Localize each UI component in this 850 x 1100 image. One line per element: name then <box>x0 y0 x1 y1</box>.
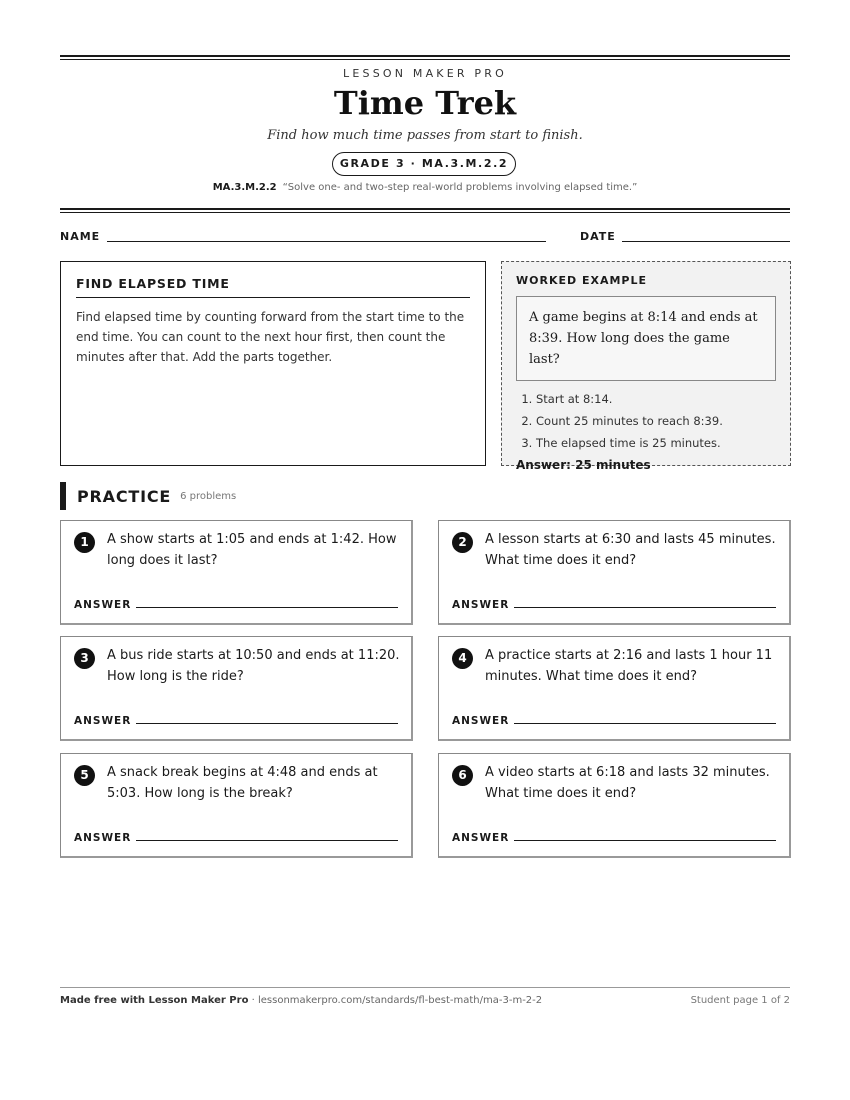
grade-badge: GRADE 3 · MA.3.M.2.2 <box>332 152 516 176</box>
header-rule <box>60 208 790 213</box>
practice-count: 6 problems <box>180 490 237 502</box>
standard-text: “Solve one- and two-step real-world problems involving elapsed time.” <box>282 182 638 193</box>
problem-text: A bus ride starts at 10:50 and ends at 11:20. How long is the ride? <box>107 648 400 684</box>
problem-number: 2 <box>452 532 473 553</box>
answer-line[interactable] <box>514 723 776 724</box>
footer-credit <box>60 995 542 1006</box>
worked-example-step: 1. Start at 8:14. <box>536 388 776 410</box>
top-rule <box>60 55 790 60</box>
answer-line[interactable] <box>136 840 398 841</box>
standard-line <box>0 182 850 193</box>
practice-heading <box>60 482 236 510</box>
page-title: Time Trek <box>333 84 517 122</box>
practice-accent-bar <box>60 482 66 510</box>
problem-text: A practice starts at 2:16 and lasts 1 hour 11 minutes. What time does it end? <box>485 648 773 684</box>
worked-example-title: WORKED EXAMPLE <box>516 274 647 287</box>
answer-label: ANSWER <box>452 832 510 844</box>
problem-text: A show starts at 1:05 and ends at 1:42. How long does it last? <box>107 532 397 568</box>
problem-card <box>60 636 413 741</box>
problem-text: A video starts at 6:18 and lasts 32 minutes. What time does it end? <box>485 765 770 801</box>
answer-label: ANSWER <box>452 715 510 727</box>
problem-card <box>60 753 413 858</box>
problem-card <box>438 753 791 858</box>
problem-number: 5 <box>74 765 95 786</box>
answer-line[interactable] <box>136 723 398 724</box>
worked-example-box <box>501 261 791 472</box>
concept-title: FIND ELAPSED TIME <box>76 276 470 298</box>
worked-example-step: 2. Count 25 minutes to reach 8:39. <box>536 410 776 432</box>
answer-label: ANSWER <box>74 715 132 727</box>
problem-number: 3 <box>74 648 95 669</box>
answer-line[interactable] <box>514 840 776 841</box>
footer-url[interactable]: · lessonmakerpro.com/standards/fl-best-math/ma-3-m-2-2 <box>248 995 543 1006</box>
footer-rule <box>60 987 790 988</box>
worked-example-question: A game begins at 8:14 and ends at 8:39. How long does the game last? <box>516 296 776 381</box>
answer-label: ANSWER <box>74 599 132 611</box>
name-line[interactable] <box>107 241 546 242</box>
problem-card <box>438 636 791 741</box>
footer-page-number: Student page 1 of 2 <box>690 995 790 1006</box>
page-subtitle: Find how much time passes from start to finish. <box>267 128 583 143</box>
problem-text: A lesson starts at 6:30 and lasts 45 minutes. What time does it end? <box>485 532 776 568</box>
footer-made-with: Made free with Lesson Maker Pro <box>60 995 249 1006</box>
concept-body: Find elapsed time by counting forward from the start time to the end time. You can count to the next hour first, then count the minutes after that. Add the parts together. <box>76 310 465 364</box>
problem-number: 1 <box>74 532 95 553</box>
problem-number: 4 <box>452 648 473 669</box>
answer-line[interactable] <box>136 607 398 608</box>
problem-number: 6 <box>452 765 473 786</box>
answer-label: ANSWER <box>74 832 132 844</box>
date-label: DATE <box>580 230 616 243</box>
worked-example-answer: Answer: 25 minutes <box>516 458 651 472</box>
date-line[interactable] <box>622 241 790 242</box>
problem-card <box>60 520 413 625</box>
worked-example-step: 3. The elapsed time is 25 minutes. <box>536 432 776 454</box>
problem-text: A snack break begins at 4:48 and ends at 5:03. How long is the break? <box>107 765 378 801</box>
name-label: NAME <box>60 230 101 243</box>
answer-label: ANSWER <box>452 599 510 611</box>
concept-box <box>60 261 486 466</box>
worked-example-steps <box>516 388 776 454</box>
practice-title: PRACTICE <box>77 486 172 506</box>
brand-name: LESSON MAKER PRO <box>343 67 507 80</box>
standard-code: MA.3.M.2.2 <box>212 182 277 193</box>
problem-card <box>438 520 791 625</box>
answer-line[interactable] <box>514 607 776 608</box>
